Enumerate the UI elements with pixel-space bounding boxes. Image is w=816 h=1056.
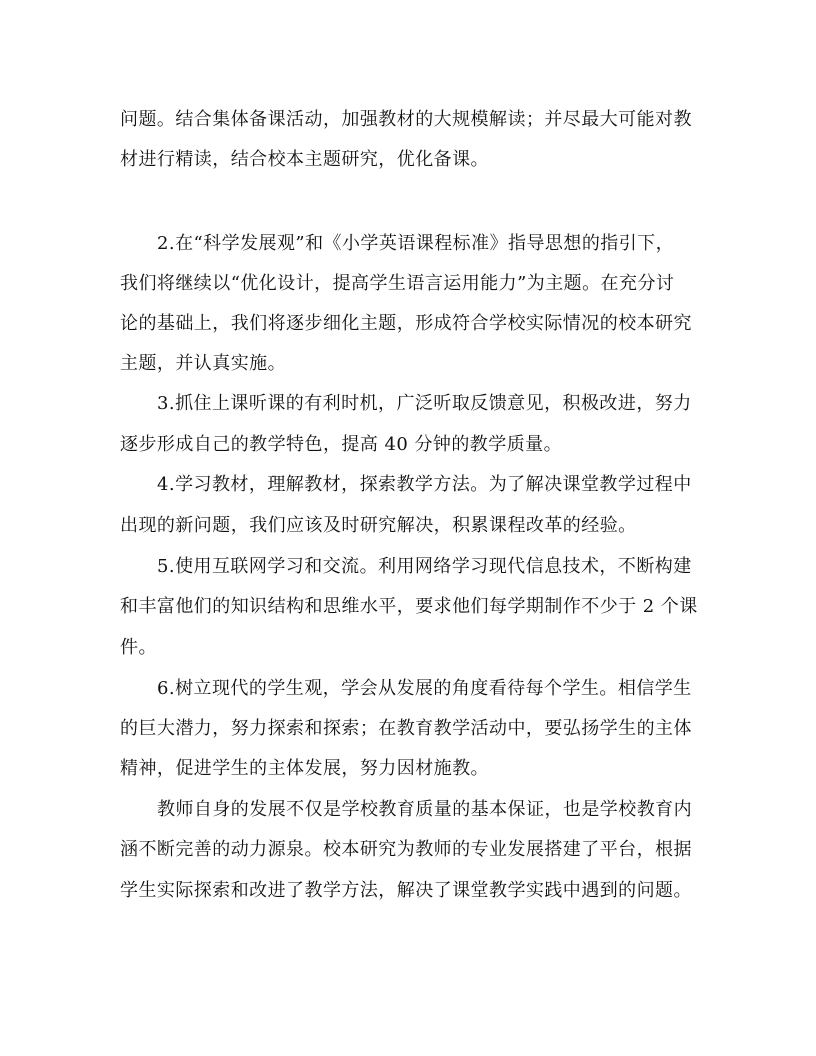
text-line: 我们将继续以“优化设计，提高学生语言运用能力”为主题。在充分讨: [120, 273, 675, 294]
text-line: 5.使用互联网学习和交流。利用网络学习现代信息技术，不断构建: [157, 556, 692, 577]
text-line: 精神，促进学生的主体发展，努力因材施教。: [120, 758, 489, 779]
text-line: 逐步形成自己的教学特色，提高 40 分钟的教学质量。: [120, 434, 563, 455]
text-line: 论的基础上，我们将逐步细化主题，形成符合学校实际情况的校本研究: [120, 313, 692, 334]
text-line: 主题，并认真实施。: [120, 353, 287, 374]
text-line: 3.抓住上课听课的有利时机，广泛听取反馈意见，积极改进，努力: [157, 393, 692, 414]
text-line: 问题。结合集体备课活动，加强教材的大规模解读；并尽最大可能对教: [120, 109, 692, 130]
text-line: 材进行精读，结合校本主题研究，优化备课。: [120, 149, 489, 170]
text-line: 6.树立现代的学生观，学会从发展的角度看待每个学生。相信学生: [157, 678, 692, 699]
text-line: 件。: [120, 637, 157, 658]
text-line: 涵不断完善的动力源泉。校本研究为教师的专业发展搭建了平台，根据: [120, 839, 692, 860]
text-line: 的巨大潜力，努力探索和探索；在教育教学活动中，要弘扬学生的主体: [120, 718, 692, 739]
text-line: 教师自身的发展不仅是学校教育质量的基本保证，也是学校教育内: [157, 799, 693, 820]
text-line: 和丰富他们的知识结构和思维水平，要求他们每学期制作不少于 2 个课: [120, 596, 698, 617]
text-line: 出现的新问题，我们应该及时研究解决，积累课程改革的经验。: [120, 515, 637, 536]
text-line: 4.学习教材，理解教材，探索教学方法。为了解决课堂教学过程中: [157, 474, 692, 495]
text-line: 学生实际探索和改进了教学方法，解决了课堂教学实践中遇到的问题。: [120, 880, 692, 901]
text-line: 2.在“科学发展观”和《小学英语课程标准》指导思想的指引下，: [157, 233, 675, 254]
